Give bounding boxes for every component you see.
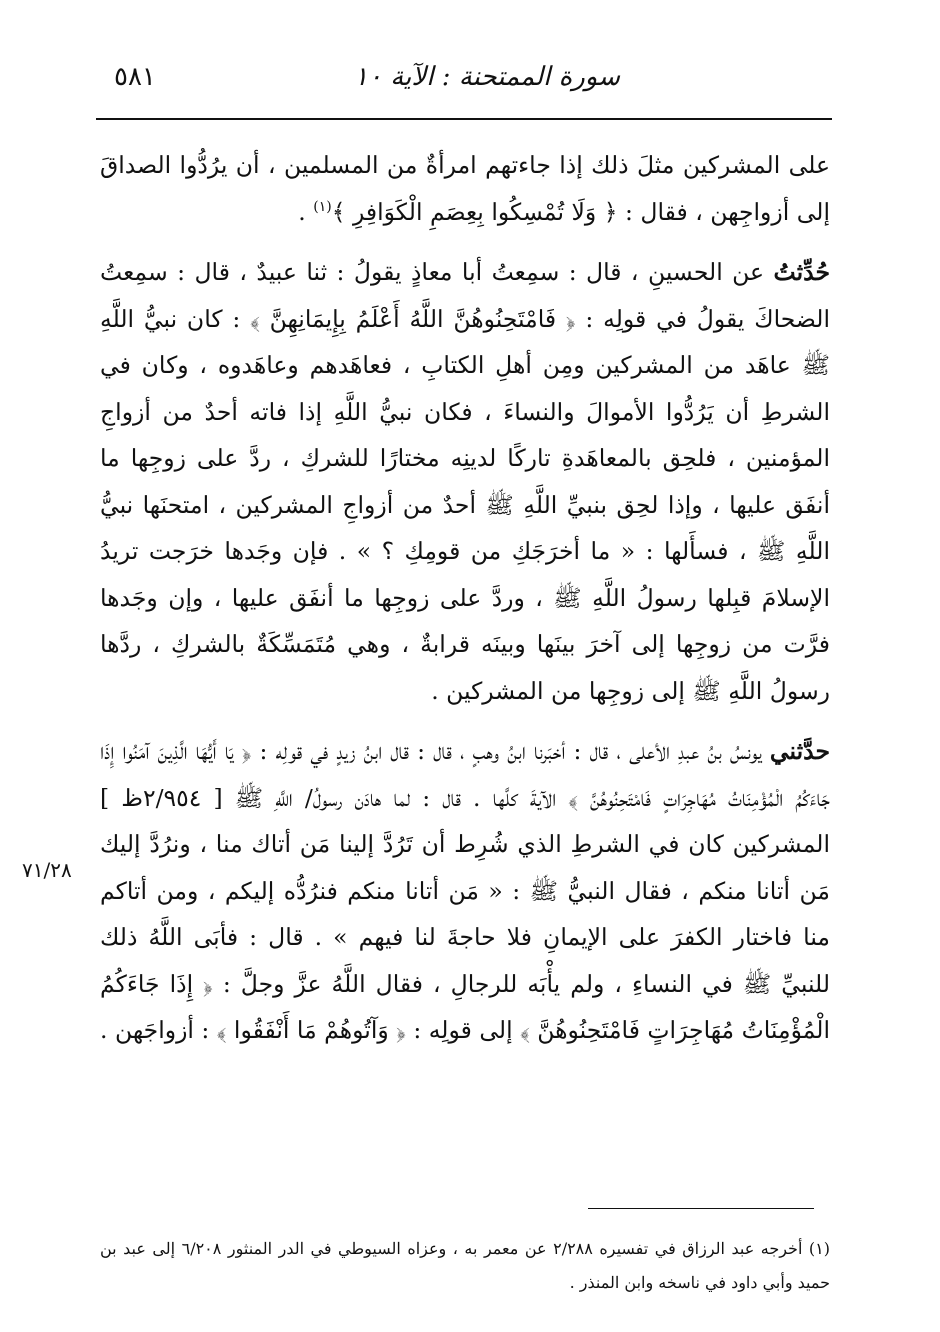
- paragraph-3-text: يونسُ بنُ عبدِ الأعلى ، قال : أخبَرنا ابنُ وهبٍ ، قال : قال ابنُ زيدٍ في قولِه : ﴿ يَا أَيُّهَا الَّذِينَ آمَنُوا إِذَا جَاءَكُمُ الْمُؤْمِنَاتُ مُهَاجِرَاتٍ فَامْتَحِنُوهُنَّ ﴾ الآيةَ كلَّها . قال : لما هادَن رسولُ/ اللَّهِ ﷺ [ ٢/٩٥٤ظ ] المشركين كان في الشرطِ الذي شُرِط أن تَرُدَّ إلينا مَن أتاك منا ، ونرُدَّ إليك مَن أتانا منكم ، فقال النبيُّ ﷺ : « مَن أتانا منكم فنرُدُّه إليكم ، ومن أتاكم منا فاختار الكفرَ على الإيمانِ فلا حاجةَ لنا فيهم » . قال : فأبَى اللَّهُ ذلك للنبيِّ ﷺ في النساءِ ، ولم يأْبَه للرجالِ ، فقال اللَّهُ عزَّ وجلَّ : ﴿ إِذَا جَاءَكُمُ الْمُؤْمِنَاتُ مُهَاجِرَاتٍ فَامْتَحِنُوهُنَّ ﴾ إلى قولِه : ﴿ وَآتُوهُمْ مَا أَنْفَقُوا ﴾ : أزواجَهن .: [100, 737, 830, 1044]
- margin-reference: ٧١/٢٨: [22, 858, 72, 882]
- paragraph-1-tail: .: [298, 197, 314, 226]
- page-header: [100, 58, 830, 108]
- paragraph-3: [100, 728, 830, 1054]
- header-rule: [96, 118, 832, 120]
- page-number: ٥٨١: [114, 62, 156, 92]
- paragraph-1: [100, 142, 830, 235]
- footnote-rule: [588, 1208, 814, 1209]
- paragraph-2-text: عن الحسينِ ، قال : سمِعتُ أبا معاذٍ يقولُ : ثنا عبيدٌ ، قال : سمِعتُ الضحاكَ يقولُ في قولِه : ﴿ فَامْتَحِنُوهُنَّ اللَّهُ أَعْلَمُ بِإِيمَانِهِنَّ ﴾ : كان نبيُّ اللَّهِ ﷺ عاهَد من المشركين ومِن أهلِ الكتابِ ، فعاهَدهم وعاهَدوه ، وكان في الشرطِ أن يَرُدُّوا الأموالَ والنساءَ ، فكان نبيُّ اللَّهِ إذا فاته أحدٌ من أزواجِ المؤمنين ، فلحِق بالمعاهَدةِ تاركًا لدينِه مختارًا للشركِ ، ردَّ على زوجِها ما أنفَق عليها ، وإذا لحِق بنبيِّ اللَّهِ ﷺ أحدٌ من أزواجِ المشركين ، امتحنَها نبيُّ اللَّهِ ﷺ ، فسأَلها : « ما أخرَجَكِ من قومِكِ ؟ » . فإن وجَدها خرَجت تريدُ الإسلامَ قبِلها رسولُ اللَّهِ ﷺ ، وردَّ على زوجِها ما أنفَق عليها ، وإن وجَدها فرَّت من زوجِها إلى آخرَ بينَها وبينَه قرابةٌ ، وهي مُتَمَسِّكَةٌ بالشركِ ، ردَّها رسولُ اللَّهِ ﷺ إلى زوجِها من المشركين .: [100, 258, 830, 705]
- paragraph-2: [100, 249, 830, 714]
- running-title: سورة الممتحنة : الآية ١٠: [354, 62, 620, 92]
- paragraph-3-lead: حدَّثني: [769, 737, 830, 765]
- footnote-reference: (١): [313, 198, 332, 215]
- paragraph-2-lead: حُدِّثتُ: [773, 258, 830, 286]
- main-text: [100, 142, 830, 1068]
- footnote: (١) أخرجه عبد الرزاق في تفسيره ٢/٢٨٨ عن معمر به ، وعزاه السيوطي في الدر المنثور ٦/٢٠٨ إلى عبد بن حميد وأبي داود في ناسخه وابن المنذر .: [100, 1239, 830, 1292]
- paragraph-1-text: على المشركين مثلَ ذلك إذا جاءتهم امرأةٌ من المسلمين ، أن يرُدُّوا الصداقَ إلى أزواجِهن ، فقال : ﴿ وَلَا تُمْسِكُوا بِعِصَمِ الْكَوَافِرِ ﴾: [100, 151, 830, 226]
